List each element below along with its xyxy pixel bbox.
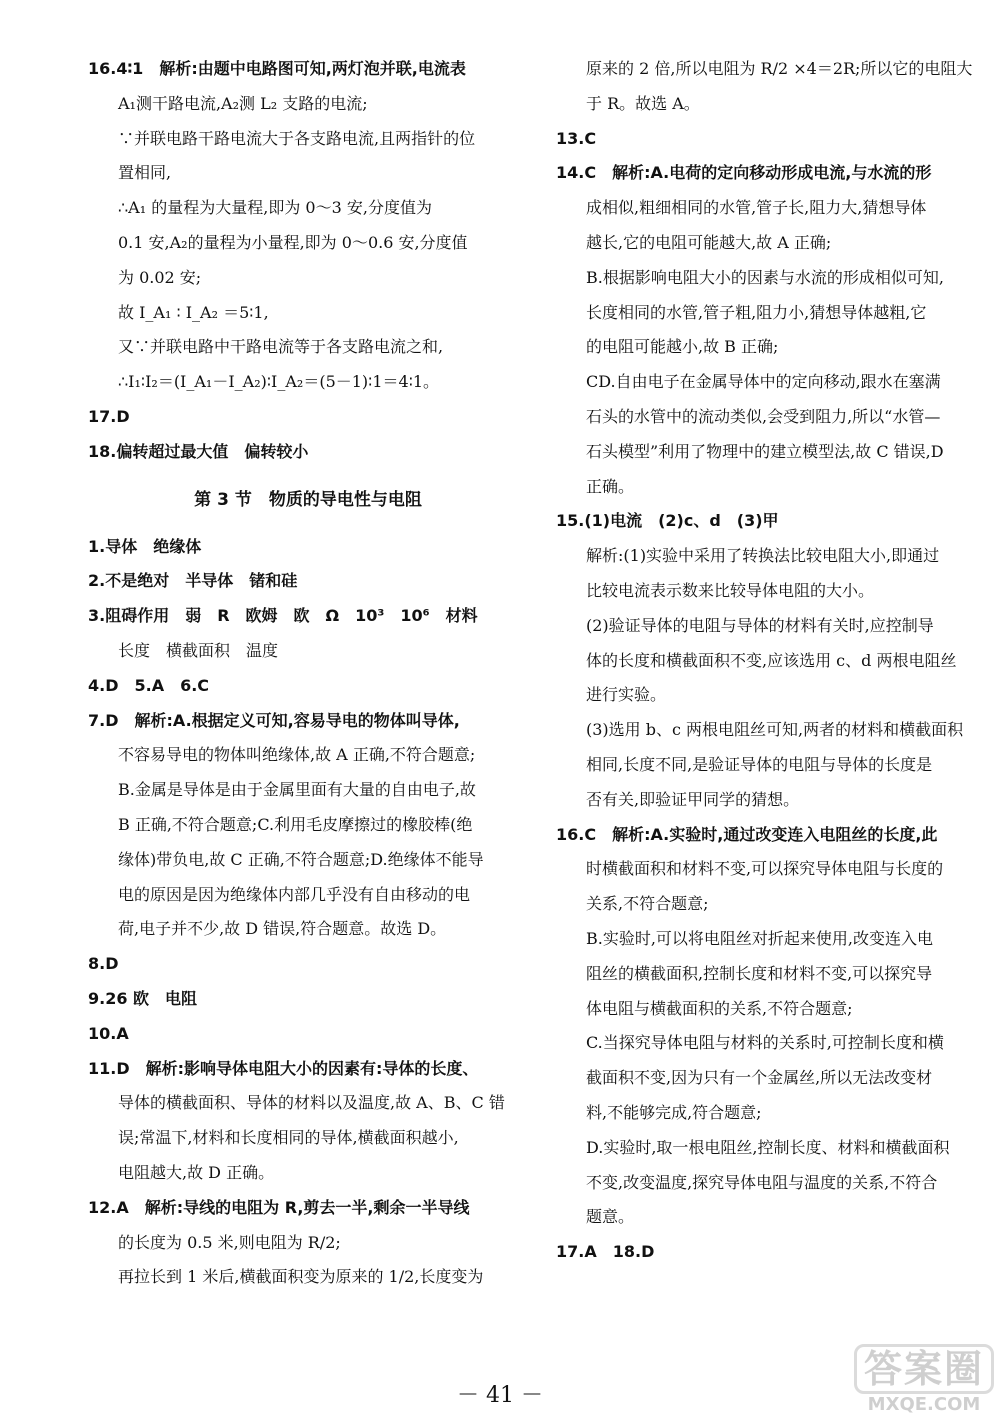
right-text-line: 不变,改变温度,探究导体电阻与温度的关系,不符合: [586, 1172, 938, 1192]
left-text-line: 误;常温下,材料和长度相同的导体,横截面积越小,: [118, 1128, 459, 1148]
right-text-line: C.当探究导体电阻与材料的关系时,可控制长度和横: [586, 1033, 944, 1053]
right-text-line: 料,不能够完成,符合题意;: [586, 1102, 762, 1122]
left-text-line: B 正确,不符合题意;C.利用毛皮摩擦过的橡胶棒(绝: [118, 814, 473, 834]
right-text-line: 相同,长度不同,是验证导体的电阻与导体的长度是: [586, 754, 933, 774]
right-text-line: 否有关,即验证甲同学的猜想。: [586, 789, 800, 809]
left-text-line: 11.D 解析:影响导体电阻大小的因素有:导体的长度、: [88, 1058, 479, 1078]
watermark-top-text: 答案圈: [854, 1344, 994, 1394]
left-text-line: 17.D: [88, 406, 130, 426]
left-text-line: 又∵并联电路中干路电流等于各支路电流之和,: [118, 337, 444, 357]
right-text-line: 体的长度和横截面积不变,应该选用 c、d 两根电阻丝: [586, 650, 957, 670]
right-text-line: 越长,它的电阻可能越大,故 A 正确;: [586, 232, 832, 252]
left-text-line: 16.4∶1 解析:由题中电路图可知,两灯泡并联,电流表: [88, 59, 466, 78]
right-text-line: 关系,不符合题意;: [586, 894, 709, 914]
left-text-line: 荷,电子并不少,故 D 错误,符合题意。故选 D。: [118, 919, 447, 939]
right-text-line: 成相似,粗细相同的水管,管子长,阻力大,猜想导体: [586, 198, 927, 218]
left-text-line: 8.D: [88, 954, 119, 974]
right-text-line: 的电阻可能越小,故 B 正确;: [586, 337, 779, 357]
right-text-line: D.实验时,取一根电阻丝,控制长度、材料和横截面积: [586, 1137, 950, 1157]
left-text-line: 的长度为 0.5 米,则电阻为 R/2;: [118, 1232, 341, 1252]
left-text-line: ∴A₁ 的量程为大量程,即为 0～3 安,分度值为: [118, 198, 432, 218]
left-text-line: 4.D 5.A 6.C: [88, 675, 210, 695]
right-text-line: 阻丝的横截面积,控制长度和材料不变,可以探究导: [586, 963, 933, 983]
left-text-line: 7.D 解析:A.根据定义可知,容易导电的物体叫导体,: [88, 710, 460, 730]
right-column: [556, 52, 986, 1270]
left-text-line: 9.26 欧 电阻: [88, 988, 198, 1008]
left-text-line: 第 3 节 物质的导电性与电阻: [194, 489, 422, 510]
right-text-line: 15.(1)电流 (2)c、d (3)甲: [556, 511, 779, 531]
right-text-line: 石头模型”利用了物理中的建立模型法,故 C 错误,D: [586, 441, 944, 461]
right-text-line: 比较电流表示数来比较导体电阻的大小。: [586, 580, 875, 600]
right-text-line: B.实验时,可以将电阻丝对折起来使用,改变连入电: [586, 928, 934, 948]
left-text-line: 故 I_A₁ ∶ I_A₂ ＝5∶1,: [118, 302, 269, 322]
left-text-line: 10.A: [88, 1023, 129, 1043]
left-column: [88, 52, 528, 1295]
watermark-logo: [854, 1344, 994, 1422]
left-text-line: 0.1 安,A₂的量程为小量程,即为 0～0.6 安,分度值: [118, 232, 468, 252]
watermark-bottom-text: MXQE.COM: [867, 1394, 981, 1415]
right-text-line: 13.C: [556, 128, 597, 148]
right-text-line: (3)选用 b、c 两根电阻丝可知,两者的材料和横截面积: [586, 720, 964, 740]
right-text-line: 于 R。故选 A。: [586, 93, 700, 113]
left-text-line: 导体的横截面积、导体的材料以及温度,故 A、B、C 错: [118, 1093, 505, 1113]
right-text-line: 原来的 2 倍,所以电阻为 R/2 ×4＝2R;所以它的电阻大: [586, 59, 973, 78]
page-number: － 41 －: [457, 1383, 543, 1408]
right-text-line: 石头的水管中的流动类似,会受到阻力,所以“水管—: [586, 406, 941, 426]
left-text-line: ∵并联电路干路电流大于各支路电流,且两指针的位: [118, 128, 476, 148]
left-text-line: 长度 横截面积 温度: [118, 640, 279, 660]
right-text-line: 16.C 解析:A.实验时,通过改变连入电阻丝的长度,此: [556, 824, 938, 844]
right-text-line: CD.自由电子在金属导体中的定向移动,跟水在塞满: [586, 372, 941, 392]
left-text-line: ∴I₁∶I₂＝(I_A₁－I_A₂)∶I_A₂＝(5－1)∶1＝4∶1。: [118, 372, 440, 392]
left-text-line: 电的原因是因为绝缘体内部几乎没有自由移动的电: [118, 884, 471, 904]
left-text-line: 为 0.02 安;: [118, 267, 202, 287]
left-text-line: B.金属是导体是由于金属里面有大量的自由电子,故: [118, 780, 476, 800]
left-text-line: 再拉长到 1 米后,横截面积变为原来的 1/2,长度变为: [118, 1267, 484, 1287]
right-text-line: 截面积不变,因为只有一个金属丝,所以无法改变材: [586, 1068, 933, 1088]
right-text-line: 题意。: [586, 1207, 635, 1227]
left-text-line: 不容易导电的物体叫绝缘体,故 A 正确,不符合题意;: [118, 745, 476, 765]
left-text-line: 置相同,: [118, 163, 172, 183]
right-text-line: 解析:(1)实验中采用了转换法比较电阻大小,即通过: [586, 546, 940, 566]
right-text-line: B.根据影响电阻大小的因素与水流的形成相似可知,: [586, 267, 944, 287]
left-text-line: 12.A 解析:导线的电阻为 R,剪去一半,剩余一半导线: [88, 1197, 470, 1217]
left-text-line: 18.偏转超过最大值 偏转较小: [88, 441, 309, 461]
right-text-line: 17.A 18.D: [556, 1242, 655, 1262]
right-text-line: 14.C 解析:A.电荷的定向移动形成电流,与水流的形: [556, 163, 932, 183]
left-text-line: 电阻越大,故 D 正确。: [118, 1162, 275, 1182]
right-text-line: 时横截面积和材料不变,可以探究导体电阻与长度的: [586, 859, 944, 879]
left-text-line: A₁测干路电流,A₂测 L₂ 支路的电流;: [118, 93, 368, 113]
left-text-line: 1.导体 绝缘体: [88, 536, 202, 556]
right-text-line: (2)验证导体的电阻与导体的材料有关时,应控制导: [586, 615, 934, 635]
left-text-line: 2.不是绝对 半导体 锗和硅: [88, 571, 298, 591]
right-text-line: 体电阻与横截面积的关系,不符合题意;: [586, 998, 853, 1018]
right-text-line: 进行实验。: [586, 685, 667, 705]
left-text-line: 3.阻碍作用 弱 R 欧姆 欧 Ω 10³ 10⁶ 材料: [88, 606, 478, 626]
right-text-line: 长度相同的水管,管子粗,阻力小,猜想导体越粗,它: [586, 302, 927, 322]
left-text-line: 缘体)带负电,故 C 正确,不符合题意;D.绝缘体不能导: [118, 849, 484, 869]
right-text-line: 正确。: [586, 476, 635, 496]
